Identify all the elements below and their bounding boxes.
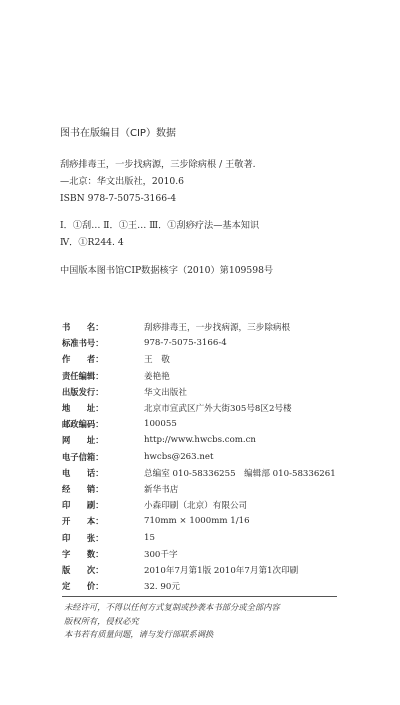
info-value: 100055 xyxy=(144,419,177,430)
info-row-website xyxy=(62,432,382,448)
info-value: 710mm × 1000mm 1/16 xyxy=(144,516,250,527)
info-value: 总编室 010-58336255 编辑部 010-58336261 xyxy=(144,468,336,479)
info-label: 地 址： xyxy=(62,403,104,414)
info-value: 刮痧排毒王，一步找病源，三步除病根 xyxy=(144,323,291,334)
cip-line-classification: Ⅳ．①R244. 4 xyxy=(60,237,124,248)
copyright-notice xyxy=(64,601,364,642)
info-label: 责任编辑： xyxy=(62,370,104,381)
info-label: 标准书号： xyxy=(62,338,104,349)
info-value: 新华书店 xyxy=(144,484,179,495)
cip-line-subjects: Ⅰ．①刮… Ⅱ．①王… Ⅲ．①刮痧疗法—基本知识 xyxy=(60,220,260,231)
info-row-title xyxy=(62,319,382,335)
notice-line: 未经许可，不得以任何方式复制或抄袭本书部分或全部内容 xyxy=(64,602,280,612)
info-value: 978-7-5075-3166-4 xyxy=(144,338,227,349)
info-label: 电 话： xyxy=(62,467,104,478)
info-label: 网 址： xyxy=(62,435,104,446)
info-value: 小森印刷（北京）有限公司 xyxy=(144,501,248,512)
divider xyxy=(62,596,337,597)
info-value: 王 敬 xyxy=(144,355,170,366)
info-row-distributor xyxy=(62,481,382,497)
info-row-edition xyxy=(62,562,382,578)
info-row-editor xyxy=(62,368,382,384)
info-value: 姜艳艳 xyxy=(144,371,170,382)
info-row-sheets xyxy=(62,529,382,545)
info-row-phone xyxy=(62,465,382,481)
cip-title: 图书在版编目（CIP）数据 xyxy=(60,128,176,139)
info-label: 作 者： xyxy=(62,354,104,365)
info-value: hwcbs@263.net xyxy=(144,451,214,462)
info-label: 开 本： xyxy=(62,516,104,527)
info-label: 电子信箱： xyxy=(62,451,104,462)
info-row-price xyxy=(62,578,382,594)
info-value: 300千字 xyxy=(144,549,178,560)
info-row-printer xyxy=(62,497,382,513)
info-value: http://www.hwcbs.com.cn xyxy=(144,435,256,446)
info-row-format xyxy=(62,513,382,529)
cip-line-isbn: ISBN 978-7-5075-3166-4 xyxy=(60,193,177,204)
info-value: 华文出版社 xyxy=(144,387,187,398)
info-label: 书 名： xyxy=(62,322,104,333)
info-label: 版 次： xyxy=(62,564,104,575)
info-value: 北京市宣武区广外大街305号8区2号楼 xyxy=(144,404,292,415)
info-label: 字 数： xyxy=(62,548,104,559)
notice-line: 本书若有质量问题，请与发行部联系调换 xyxy=(64,629,214,639)
info-row-publisher xyxy=(62,384,382,400)
publication-info xyxy=(62,319,382,594)
info-row-isbn xyxy=(62,335,382,351)
info-label: 经 销： xyxy=(62,483,104,494)
info-row-author xyxy=(62,351,382,367)
info-row-address xyxy=(62,400,382,416)
info-value: 32. 90元 xyxy=(144,582,180,593)
cip-block xyxy=(60,124,390,279)
info-label: 定 价： xyxy=(62,581,104,592)
info-label: 邮政编码： xyxy=(62,419,104,430)
info-label: 出版发行： xyxy=(62,386,104,397)
info-label: 印 刷： xyxy=(62,500,104,511)
info-label: 印 张： xyxy=(62,532,104,543)
cip-reference-number: 中国版本图书馆CIP数据核字（2010）第109598号 xyxy=(60,265,274,276)
cip-line-publisher: —北京：华文出版社，2010.6 xyxy=(60,176,185,187)
info-value: 15 xyxy=(144,532,155,543)
info-row-postcode xyxy=(62,416,382,432)
cip-line-title: 刮痧排毒王，一步找病源，三步除病根 / 王敬著. xyxy=(60,159,256,170)
info-value: 2010年7月第1版 2010年7月第1次印刷 xyxy=(144,565,299,576)
notice-line: 版权所有，侵权必究 xyxy=(64,615,139,626)
info-row-wordcount xyxy=(62,546,382,562)
info-row-email xyxy=(62,449,382,465)
